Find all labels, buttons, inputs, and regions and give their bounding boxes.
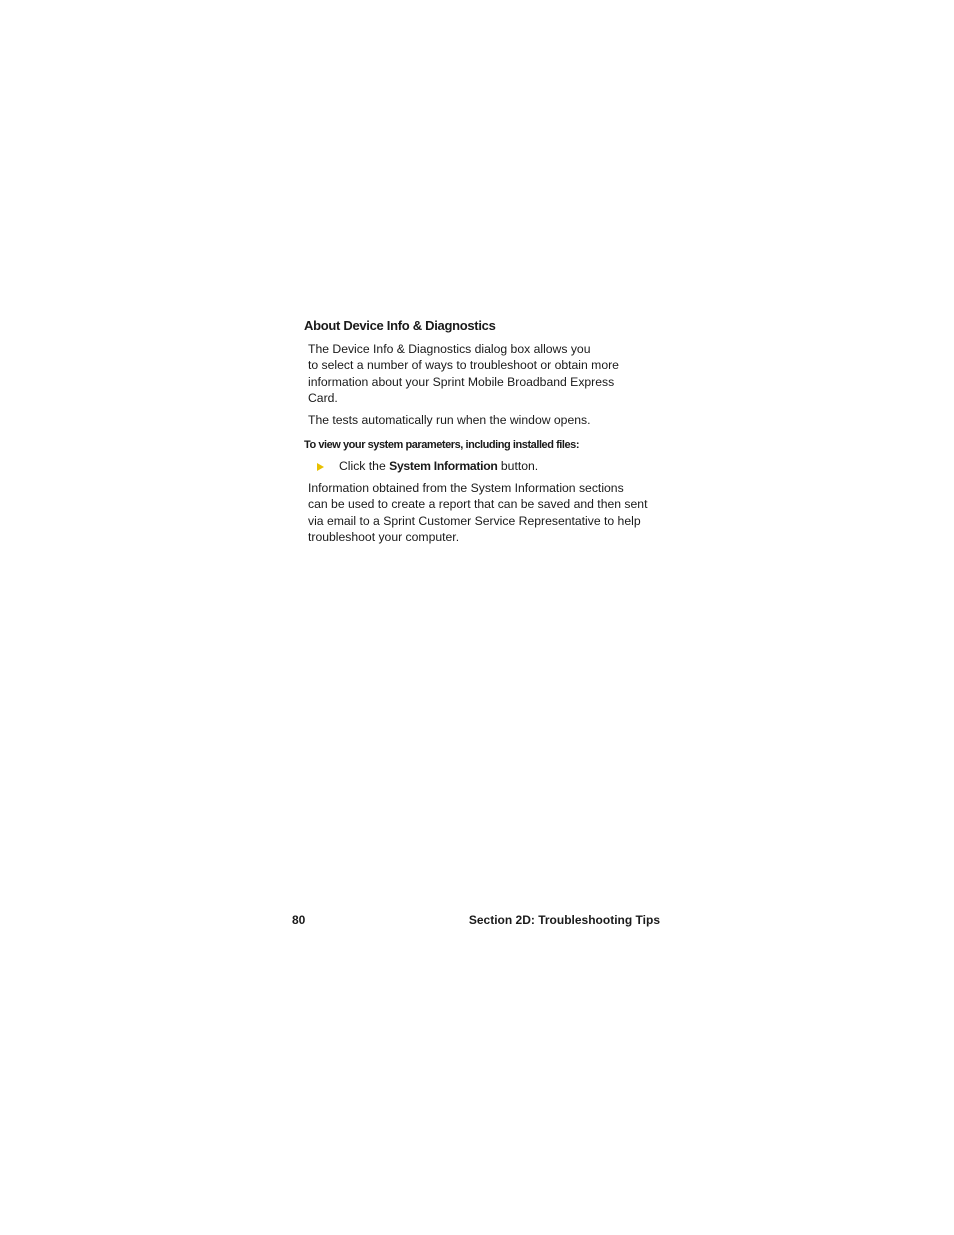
footer-section-title: Section 2D: Troubleshooting Tips — [468, 913, 660, 927]
procedure-step — [317, 458, 538, 474]
info-line: troubleshoot your computer. — [308, 529, 460, 544]
step-suffix: button. — [497, 459, 539, 473]
intro-line: to select a number of ways to troubleshoot or obtain more — [308, 358, 619, 373]
procedure-heading: To view your system parameters, including installed files: — [304, 439, 580, 451]
intro-line: information about your Sprint Mobile Broadband Express — [308, 374, 615, 389]
step-prefix: Click the — [339, 459, 390, 473]
info-line: Information obtained from the System Information sections — [308, 481, 624, 495]
info-line: can be used to create a report that can be saved and then sent — [308, 497, 648, 512]
info-line: via email to a Sprint Customer Service Representative to help — [308, 513, 641, 528]
section-heading: About Device Info & Diagnostics — [304, 318, 496, 333]
triangle-bullet-icon — [317, 463, 324, 471]
page-number: 80 — [292, 913, 306, 927]
intro-line: The Device Info & Diagnostics dialog box allows you — [308, 342, 591, 356]
info-paragraph — [308, 480, 668, 545]
intro-paragraph — [308, 341, 668, 406]
auto-run-paragraph: The tests automatically run when the window opens. — [308, 413, 591, 427]
intro-line: Card. — [308, 390, 338, 405]
step-button-name: System Information — [389, 459, 498, 473]
